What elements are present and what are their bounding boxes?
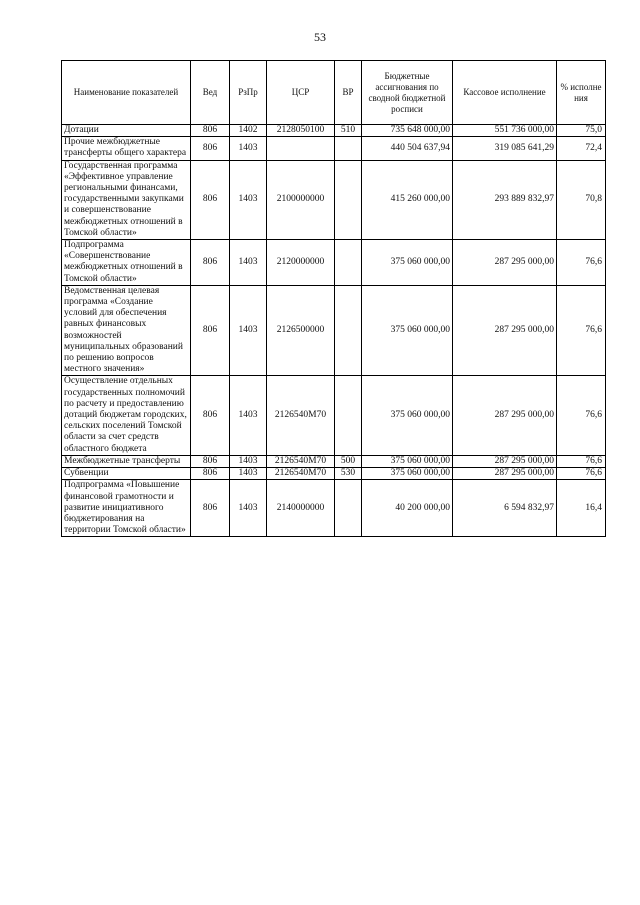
row-vr: [335, 285, 362, 376]
col-header-allocations: Бюджетные ассигнования по сводной бюджетной росписи: [362, 61, 453, 125]
row-csr: 2140000000: [267, 480, 335, 537]
row-csr: 2128050100: [267, 125, 335, 137]
row-csr: 2126540M70: [267, 468, 335, 480]
row-pct: 76,6: [557, 455, 606, 467]
row-csr: 2126540M70: [267, 455, 335, 467]
row-name: Субвенции: [62, 468, 191, 480]
row-allocations: 735 648 000,00: [362, 125, 453, 137]
table-row: [62, 376, 606, 455]
row-cash: 287 295 000,00: [453, 240, 557, 286]
row-rzpr: 1403: [230, 376, 267, 455]
row-rzpr: 1403: [230, 480, 267, 537]
row-name: Осуществление отдельных государственных полномочий по расчету и предоставлению дотаций бюджетам городских, сельских поселений Томской области за счет средств областного бюджета: [62, 376, 191, 455]
row-ved: 806: [191, 125, 230, 137]
col-header-csr: ЦСР: [267, 61, 335, 125]
row-vr: 510: [335, 125, 362, 137]
row-rzpr: 1403: [230, 285, 267, 376]
row-cash: 551 736 000,00: [453, 125, 557, 137]
row-pct: 76,6: [557, 468, 606, 480]
row-rzpr: 1403: [230, 468, 267, 480]
row-name: Дотации: [62, 125, 191, 137]
row-rzpr: 1403: [230, 137, 267, 160]
table-row: [62, 137, 606, 160]
col-header-vr: ВР: [335, 61, 362, 125]
row-rzpr: 1403: [230, 160, 267, 239]
row-allocations: 40 200 000,00: [362, 480, 453, 537]
row-allocations: 375 060 000,00: [362, 376, 453, 455]
row-ved: 806: [191, 160, 230, 239]
row-ved: 806: [191, 480, 230, 537]
table-row: [62, 125, 606, 137]
row-rzpr: 1403: [230, 240, 267, 286]
row-allocations: 440 504 637,94: [362, 137, 453, 160]
row-name: Ведомственная целевая программа «Создание условий для обеспечения равных финансовых возможностей муниципальных образований по решению вопросов местного значения»: [62, 285, 191, 376]
row-csr: 2120000000: [267, 240, 335, 286]
row-cash: 287 295 000,00: [453, 285, 557, 376]
table-row: [62, 480, 606, 537]
table-row: [62, 455, 606, 467]
row-name: Подпрограмма «Совершенствование межбюджетных отношений в Томской области»: [62, 240, 191, 286]
row-ved: 806: [191, 376, 230, 455]
col-header-ved: Вед: [191, 61, 230, 125]
row-pct: 75,0: [557, 125, 606, 137]
row-ved: 806: [191, 137, 230, 160]
row-csr: 2126500000: [267, 285, 335, 376]
row-pct: 16,4: [557, 480, 606, 537]
row-cash: 6 594 832,97: [453, 480, 557, 537]
col-header-cash: Кассовое исполнение: [453, 61, 557, 125]
table-row: [62, 160, 606, 239]
row-vr: [335, 376, 362, 455]
row-csr: 2126540M70: [267, 376, 335, 455]
row-allocations: 415 260 000,00: [362, 160, 453, 239]
row-vr: [335, 480, 362, 537]
row-name: Прочие межбюджетные трансферты общего характера: [62, 137, 191, 160]
row-cash: 319 085 641,29: [453, 137, 557, 160]
row-ved: 806: [191, 285, 230, 376]
row-pct: 76,6: [557, 240, 606, 286]
row-pct: 76,6: [557, 285, 606, 376]
row-cash: 287 295 000,00: [453, 468, 557, 480]
row-ved: 806: [191, 240, 230, 286]
row-cash: 287 295 000,00: [453, 455, 557, 467]
col-header-rzpr: РзПр: [230, 61, 267, 125]
table-row: [62, 468, 606, 480]
row-allocations: 375 060 000,00: [362, 455, 453, 467]
row-vr: [335, 137, 362, 160]
page-number: 53: [314, 30, 326, 44]
row-csr: [267, 137, 335, 160]
col-header-name: Наименование показателей: [62, 61, 191, 125]
row-cash: 293 889 832,97: [453, 160, 557, 239]
row-name: Государственная программа «Эффективное управление региональными финансами, государственными закупками и совершенствование межбюджетных отношений в Томской области»: [62, 160, 191, 239]
row-cash: 287 295 000,00: [453, 376, 557, 455]
row-allocations: 375 060 000,00: [362, 285, 453, 376]
row-pct: 72,4: [557, 137, 606, 160]
row-ved: 806: [191, 468, 230, 480]
row-vr: [335, 160, 362, 239]
row-ved: 806: [191, 455, 230, 467]
row-rzpr: 1403: [230, 455, 267, 467]
row-allocations: 375 060 000,00: [362, 240, 453, 286]
row-name: Межбюджетные трансферты: [62, 455, 191, 467]
row-vr: 530: [335, 468, 362, 480]
row-name: Подпрограмма «Повышение финансовой грамотности и развитие инициативного бюджетирования на территории Томской области»: [62, 480, 191, 537]
table-header-row: [62, 61, 606, 125]
row-pct: 70,8: [557, 160, 606, 239]
row-pct: 76,6: [557, 376, 606, 455]
table-row: [62, 240, 606, 286]
row-csr: 2100000000: [267, 160, 335, 239]
row-vr: 500: [335, 455, 362, 467]
row-vr: [335, 240, 362, 286]
col-header-pct: % исполне ния: [557, 61, 606, 125]
row-rzpr: 1402: [230, 125, 267, 137]
table-row: [62, 285, 606, 376]
row-allocations: 375 060 000,00: [362, 468, 453, 480]
budget-execution-table: [61, 60, 606, 537]
